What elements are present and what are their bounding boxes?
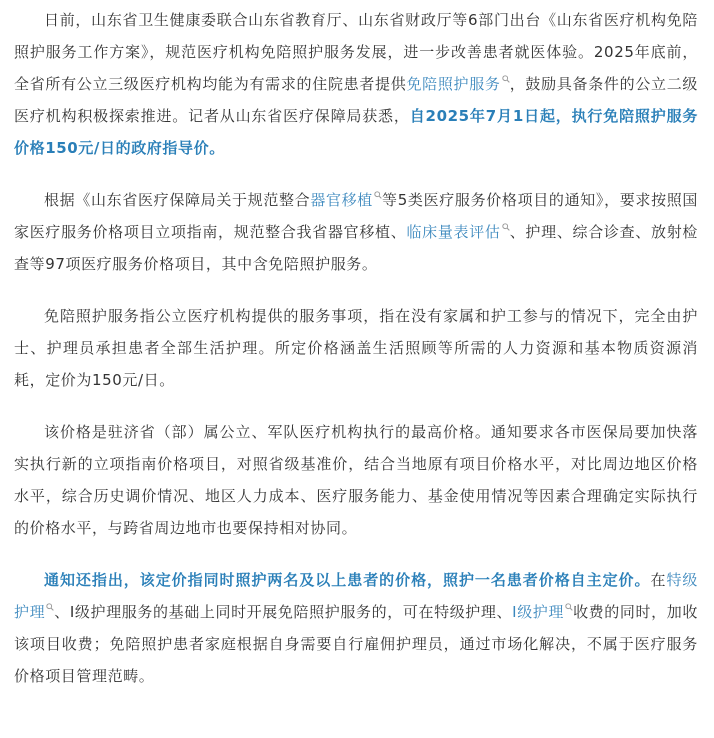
keyword-link-special-nursing[interactable]: 特级护理	[14, 571, 698, 621]
paragraph-intro	[14, 4, 698, 164]
paragraph-max-price	[14, 416, 698, 544]
search-icon[interactable]	[374, 191, 382, 199]
paragraph-text: 日前，山东省卫生健康委联合山东省教育厅、山东省财政厅等6部门出台《山东省医疗机构免陪照护服务工作方案》，规范医疗机构免陪照护服务发展，进一步改善患者就医体验。2025年底前，全省所有公立三级医疗机构均能为有需求的住院患者提供	[14, 11, 698, 93]
paragraph-text: 、护理、综合诊查、放射检查等97项医疗服务价格项目，其中含免陪照护服务。	[14, 223, 698, 273]
paragraph-pricing-note	[14, 564, 698, 692]
keyword-link-mianpei-service[interactable]: 免陪照护服务	[406, 75, 501, 93]
paragraph-text: ，鼓励具备条件的公立二级医疗机构积极探索推进。记者从山东省医疗保障局获悉，	[14, 75, 698, 125]
search-icon[interactable]	[502, 223, 510, 231]
emphasis-text: 自2025年7月1日起，执行免陪照护服务价格150元/日的政府指导价。	[14, 107, 698, 157]
keyword-link-organ-transplant[interactable]: 器官移植	[310, 191, 373, 209]
paragraph-definition	[14, 300, 698, 396]
emphasis-text: 通知还指出，该定价指同时照护两名及以上患者的价格，照护一名患者价格自主定价。	[44, 571, 651, 589]
paragraph-notice	[14, 184, 698, 280]
paragraph-text: 该价格是驻济省（部）属公立、军队医疗机构执行的最高价格。通知要求各市医保局要加快落实执行新的立项指南价格项目，对照省级基准价，结合当地原有项目价格水平，对比周边地区价格水平，综合历史调价情况、地区人力成本、医疗服务能力、基金使用情况等因素合理确定实际执行的价格水平，与跨省周边地市也要保持相对协同。	[14, 423, 698, 537]
paragraph-text: 收费的同时，加收该项目收费；免陪照护患者家庭根据自身需要自行雇佣护理员，通过市场化解决，不属于医疗服务价格项目管理范畴。	[14, 603, 698, 685]
search-icon[interactable]	[565, 603, 573, 611]
paragraph-text: 免陪照护服务指公立医疗机构提供的服务事项，指在没有家属和护工参与的情况下，完全由护士、护理员承担患者全部生活护理。所定价格涵盖生活照顾等所需的人力资源和基本物质资源消耗，定价为150元/日。	[14, 307, 698, 389]
paragraph-text: 等5类医疗服务价格项目的通知》，要求按照国家医疗服务价格项目立项指南，规范整合我省器官移植、	[14, 191, 698, 241]
keyword-link-level1-nursing[interactable]: I级护理	[512, 603, 565, 621]
paragraph-text: 根据《山东省医疗保障局关于规范整合	[44, 191, 311, 209]
search-icon[interactable]	[502, 75, 510, 83]
keyword-link-clinical-scale[interactable]: 临床量表评估	[406, 223, 501, 241]
paragraph-text: 在	[650, 571, 667, 589]
paragraph-text: 、I级护理服务的基础上同时开展免陪照护服务的，可在特级护理、	[54, 603, 513, 621]
